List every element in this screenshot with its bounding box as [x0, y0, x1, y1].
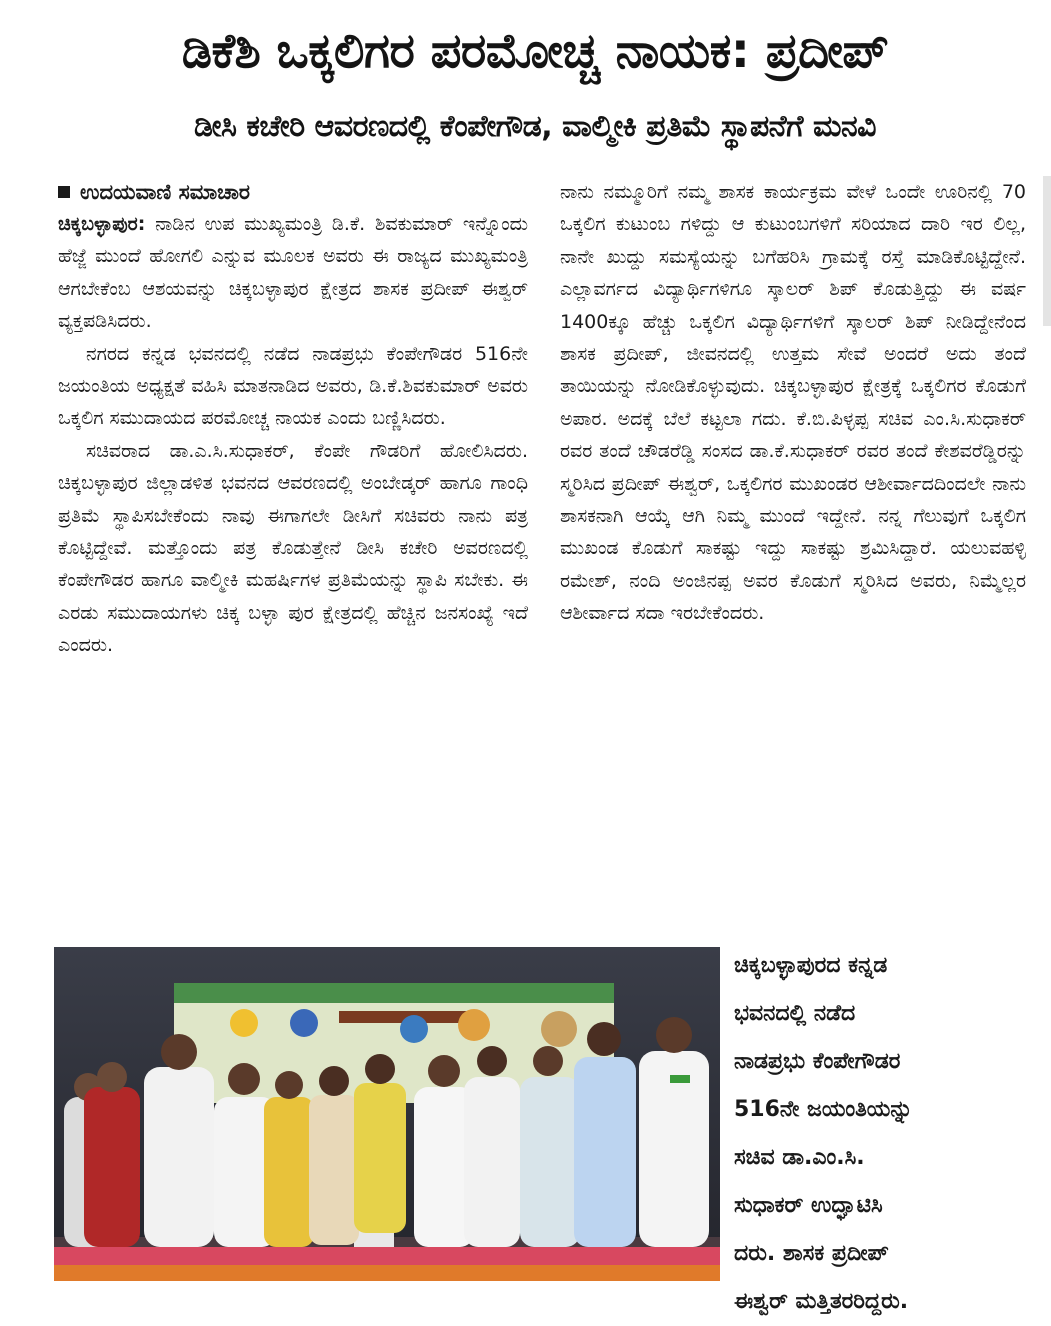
- headline: ಡಿಕೆಶಿ ಒಕ್ಕಲಿಗರ ಪರಮೋಚ್ಚ ನಾಯಕ: ಪ್ರದೀಪ್: [181, 23, 889, 79]
- caption-line: ನಾಡಪ್ರಭು ಕೆಂಪೇಗೌಡರ: [734, 1049, 901, 1074]
- caption-line: ಈಶ್ವರ್ ಮತ್ತಿತರರಿದ್ದರು.: [734, 1289, 909, 1314]
- paragraph: ಸಚಿವರಾದ ಡಾ.ಎ.ಸಿ.ಸುಧಾಕರ್, ಕೆಂಪೇ ಗೌಡರಿಗೆ ಹೋಲಿಸಿದರು. ಚಿಕ್ಕಬಳ್ಳಾಪುರ ಜಿಲ್ಲಾಡಳಿತ ಭವನದ ಆವರಣದಲ್ಲಿ ಅಂಬೇಡ್ಕರ್ ಹಾಗೂ ಗಾಂಧಿ ಪ್ರತಿಮೆ ಸ್ಥಾಪಿಸಬೇಕೆಂದು ನಾವು ಈಗಾಗಲೇ ಡೀಸಿಗೆ ಸಚಿವರು ನಾನು ಪತ್ರ ಕೊಟ್ಟಿದ್ದೇವೆ. ಮತ್ತೊಂದು ಪತ್ರ ಕೊಡುತ್ತೇನೆ ಡೀಸಿ ಕಚೇರಿ ಅವರಣದಲ್ಲಿ ಕೆಂಪೇಗೌಡರ ಹಾಗೂ ವಾಲ್ಮೀಕಿ ಮಹರ್ಷಿಗಳ ಪ್ರತಿಮೆಯನ್ನು ಸ್ಥಾಪಿ ಸಬೇಕು. ಈ ಎರಡು ಸಮುದಾಯಗಳು ಚಿಕ್ಕ ಬಳ್ಳಾ ಪುರ ಕ್ಷೇತ್ರದಲ್ಲಿ ಹೆಚ್ಚಿನ ಜನಸಂಖ್ಯೆ ಇದೆ ಎಂದರು.: [58, 439, 528, 657]
- paragraph: ನಗರದ ಕನ್ನಡ ಭವನದಲ್ಲಿ ನಡೆದ ನಾಡಪ್ರಭು ಕೆಂಪೇಗೌಡರ 516ನೇ ಜಯಂತಿಯ ಅಧ್ಯಕ್ಷತೆ ವಹಿಸಿ ಮಾತನಾಡಿದ ಅವರು, ಡಿ.ಕೆ.ಶಿವಕುಮಾರ್ ಅವರು ಒಕ್ಕಲಿಗ ಸಮುದಾಯದ ಪರಮೋಚ್ಚ ನಾಯಕ ಎಂದು ಬಣ್ಣಿಸಿದರು.: [58, 342, 528, 430]
- caption-line: 516ನೇ ಜಯಂತಿಯನ್ನು: [734, 1097, 913, 1122]
- paragraph: [58, 208, 528, 338]
- caption-line: ದರು. ಶಾಸಕ ಪ್ರದೀಪ್: [734, 1241, 889, 1266]
- paragraph-text: ನಾಡಿನ ಉಪ ಮುಖ್ಯಮಂತ್ರಿ ಡಿ.ಕೆ. ಶಿವಕುಮಾರ್ ಇನ್ನೊಂದು ಹೆಜ್ಜೆ ಮುಂದೆ ಹೋಗಲಿ ಎನ್ನುವ ಮೂಲಕ ಅವರು ಈ ರಾಜ್ಯದ ಮುಖ್ಯಮಂತ್ರಿ ಆಗಬೇಕೆಂಬ ಆಶಯವನ್ನು ಚಿಕ್ಕಬಳ್ಳಾಪುರ ಕ್ಷೇತ್ರದ ಶಾಸಕ ಪ್ರದೀಪ್ ಈಶ್ವರ್ ವ್ಯಕ್ತಪಡಿಸಿದರು.: [58, 213, 528, 333]
- paragraph: ನಾನು ನಮ್ಮೂರಿಗೆ ನಮ್ಮ ಶಾಸಕ ಕಾರ್ಯಕ್ರಮ ವೇಳೆ ಒಂದೇ ಊರಿನಲ್ಲಿ 70 ಒಕ್ಕಲಿಗ ಕುಟುಂಬ ಗಳಿದ್ದು ಆ ಕುಟುಂಬಗಳಿಗೆ ಸರಿಯಾದ ದಾರಿ ಇರ ಲಿಲ್ಲ, ನಾನೇ ಖುದ್ದು ಸಮಸ್ಯೆಯನ್ನು ಬಗೆಹರಿಸಿ ಗ್ರಾಮಕ್ಕೆ ರಸ್ತೆ ಮಾಡಿಕೊಟ್ಟಿದ್ದೇನೆ. ಎಲ್ಲಾವರ್ಗದ ವಿದ್ಯಾರ್ಥಿಗಳಿಗೂ ಸ್ಕಾಲರ್ ಶಿಪ್ ಕೊಡುತ್ತಿದ್ದು ಈ ವರ್ಷ 1400ಕ್ಕೂ ಹೆಚ್ಚು ಒಕ್ಕಲಿಗ ವಿದ್ಯಾರ್ಥಿಗಳಿಗೆ ಸ್ಕಾಲರ್ ಶಿಪ್ ನೀಡಿದ್ದೇನೆಂದ ಶಾಸಕ ಪ್ರದೀಪ್, ಜೀವನದಲ್ಲಿ ಉತ್ತಮ ಸೇವೆ ಅಂದರೆ ಅದು ತಂದೆ ತಾಯಿಯನ್ನು ನೋಡಿಕೊಳ್ಳುವುದು. ಚಿಕ್ಕಬಳ್ಳಾಪುರ ಕ್ಷೇತ್ರಕ್ಕೆ ಒಕ್ಕಲಿಗರ ಕೊಡುಗೆ ಅಪಾರ. ಅದಕ್ಕೆ ಬೆಲೆ ಕಟ್ಟಲಾ ಗದು. ಕೆ.ಬಿ.ಪಿಳ್ಳಪ್ಪ ಸಚಿವ ಎಂ.ಸಿ.ಸುಧಾಕರ್ ರವರ ತಂದೆ ಚೌಡರೆಡ್ಡಿ ಸಂಸದ ಡಾ.ಕೆ.ಸುಧಾಕರ್ ರವರ ತಂದೆ ಕೇಶವರೆಡ್ಡಿರನ್ನು ಸ್ಮರಿಸಿದ ಪ್ರದೀಪ್ ಈಶ್ವರ್, ಒಕ್ಕಲಿಗರ ಮುಖಂಡರ ಆಶೀರ್ವಾದದಿಂದಲೇ ನಾನು ಶಾಸಕನಾಗಿ ಆಯ್ಕೆ ಆಗಿ ನಿಮ್ಮ ಮುಂದೆ ಇದ್ದೇನೆ. ನನ್ನ ಗೆಲುವುಗೆ ಒಕ್ಕಲಿಗ ಮುಖಂಡ ಕೊಡುಗೆ ಸಾಕಷ್ಟು ಇದ್ದು ಸಾಕಷ್ಟು ಶ್ರಮಿಸಿದ್ದಾರೆ. ಯಲುವಹಳ್ಳಿ ರಮೇಶ್, ನಂದಿ ಅಂಜಿನಪ್ಪ ಅವರ ಕೊಡುಗೆ ಸ್ಮರಿಸಿದ ಅವರು, ನಿಮ್ಮೆಲ್ಲರ ಆಶೀರ್ವಾದ ಸದಾ ಇರಬೇಕೆಂದರು.: [560, 181, 1026, 625]
- caption-line: ಸಚಿವ ಡಾ.ಎಂ.ಸಿ.: [734, 1145, 865, 1170]
- article-column-left: [58, 176, 528, 662]
- caption-line: ಭವನದಲ್ಲಿ ನಡೆದ: [734, 1001, 856, 1026]
- event-photo: [54, 947, 720, 1281]
- byline-square-icon: [58, 186, 70, 198]
- caption-line: ಸುಧಾಕರ್ ಉದ್ಘಾಟಿಸಿ: [734, 1193, 883, 1218]
- byline: [58, 176, 528, 208]
- photo-caption: [734, 942, 1034, 1326]
- event-photo-illustration: [54, 947, 720, 1281]
- page-edge-shadow: [1043, 176, 1051, 326]
- dateline: ಚಿಕ್ಕಬಳ್ಳಾಪುರ:: [58, 213, 146, 235]
- byline-text: ಉದಯವಾಣಿ ಸಮಾಚಾರ: [80, 180, 250, 204]
- subheadline: ಡೀಸಿ ಕಚೇರಿ ಆವರಣದಲ್ಲಿ ಕೆಂಪೇಗೌಡ, ವಾಲ್ಮೀಕಿ ಪ್ರತಿಮೆ ಸ್ಥಾಪನೆಗೆ ಮನವಿ: [193, 109, 877, 144]
- article-column-right: [560, 176, 1026, 630]
- caption-line: ಚಿಕ್ಕಬಳ್ಳಾಪುರದ ಕನ್ನಡ: [734, 953, 888, 978]
